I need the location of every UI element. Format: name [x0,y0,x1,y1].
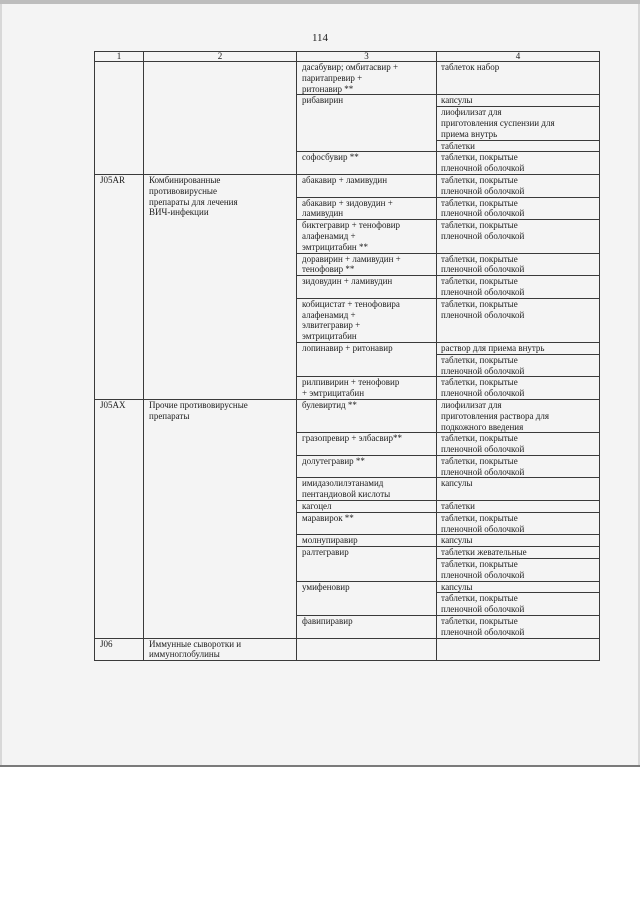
drug-name-cell: кагоцел [297,501,437,513]
drug-name-cell: кобицистат + тенофовира алафенамид + элвитегравир + эмтрицитабин [297,298,437,342]
atc-code-cell: J06 [95,638,144,661]
dosage-form-cell: таблетки, покрытые пленочной оболочкой [437,354,600,377]
dosage-form-cell: таблетки [437,140,600,152]
atc-code-cell: J05AX [95,399,144,638]
drug-name-cell [297,638,437,661]
table-row [95,174,600,197]
table-row [95,638,600,661]
drug-name-cell: рилпивирин + тенофовир + эмтрицитабин [297,377,437,400]
drug-table-body [95,52,600,661]
column-header-4: 4 [437,52,600,62]
dosage-form-cell: таблетки, покрытые пленочной оболочкой [437,377,600,400]
drug-name-cell: долутегравир ** [297,455,437,478]
table-header-row [95,52,600,62]
dosage-form-cell: лиофилизат для приготовления раствора для подкожного введения [437,399,600,432]
drug-name-cell: дасабувир; омбитасвир + паритапревир + ритонавир ** [297,62,437,95]
column-header-2: 2 [144,52,297,62]
column-header-3: 3 [297,52,437,62]
dosage-form-cell: таблетки, покрытые пленочной оболочкой [437,298,600,342]
group-name-cell: Комбинированные противовирусные препараты для лечения ВИЧ-инфекции [144,174,297,399]
drug-name-cell: софосбувир ** [297,152,437,175]
dosage-form-cell: лиофилизат для приготовления суспензии для приема внутрь [437,107,600,140]
drug-name-cell: молнупиравир [297,535,437,547]
dosage-form-cell: таблетки [437,501,600,513]
dosage-form-cell: таблетки, покрытые пленочной оболочкой [437,559,600,582]
dosage-form-cell: таблетки, покрытые пленочной оболочкой [437,276,600,299]
drug-name-cell: маравирок ** [297,512,437,535]
group-name-cell [144,62,297,175]
drug-name-cell: рибавирин [297,95,437,152]
dosage-form-cell: капсулы [437,478,600,501]
dosage-form-cell: таблетки, покрытые пленочной оболочкой [437,220,600,253]
drug-name-cell: имидазолилэтанамид пентандиовой кислоты [297,478,437,501]
scan-edge [0,0,640,4]
table-row [95,62,600,95]
dosage-form-cell: таблетки, покрытые пленочной оболочкой [437,174,600,197]
drug-name-cell: лопинавир + ритонавир [297,342,437,376]
dosage-form-cell: таблетки, покрытые пленочной оболочкой [437,512,600,535]
column-header-1: 1 [95,52,144,62]
dosage-form-cell: капсулы [437,535,600,547]
drug-name-cell: абакавир + ламивудин [297,174,437,197]
group-name-cell: Иммунные сыворотки и иммуноглобулины [144,638,297,661]
drug-name-cell: биктегравир + тенофовир алафенамид + эмтрицитабин ** [297,220,437,253]
dosage-form-cell: раствор для приема внутрь [437,342,600,354]
drug-name-cell: булевиртид ** [297,399,437,432]
drug-name-cell: ралтегравир [297,547,437,581]
dosage-form-cell: таблетки, покрытые пленочной оболочкой [437,433,600,456]
atc-code-cell [95,62,144,175]
dosage-form-cell: таблеток набор [437,62,600,95]
dosage-form-cell: таблетки, покрытые пленочной оболочкой [437,253,600,276]
atc-code-cell: J05AR [95,174,144,399]
drug-name-cell: абакавир + зидовудин + ламивудин [297,197,437,220]
drug-name-cell: зидовудин + ламивудин [297,276,437,299]
dosage-form-cell: таблетки, покрытые пленочной оболочкой [437,455,600,478]
drug-name-cell: фавипиравир [297,616,437,639]
dosage-form-cell [437,638,600,661]
drug-name-cell: гразопревир + элбасвир** [297,433,437,456]
drug-name-cell: доравирин + ламивудин + тенофовир ** [297,253,437,276]
group-name-cell: Прочие противовирусные препараты [144,399,297,638]
table-row [95,399,600,432]
drug-table [94,51,600,661]
dosage-form-cell: капсулы [437,581,600,593]
dosage-form-cell: таблетки жевательные [437,547,600,559]
dosage-form-cell: таблетки, покрытые пленочной оболочкой [437,616,600,639]
dosage-form-cell: таблетки, покрытые пленочной оболочкой [437,152,600,175]
dosage-form-cell: таблетки, покрытые пленочной оболочкой [437,197,600,220]
drug-name-cell: умифеновир [297,581,437,615]
page-number: 114 [311,32,329,44]
dosage-form-cell: таблетки, покрытые пленочной оболочкой [437,593,600,616]
dosage-form-cell: капсулы [437,95,600,107]
